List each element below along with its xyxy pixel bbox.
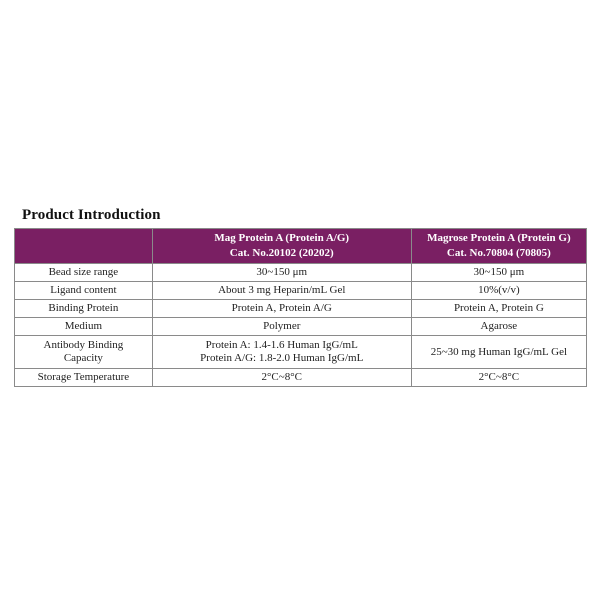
- table-row: [15, 264, 587, 282]
- header-magrose-name: Magrose Protein A (Protein G): [427, 232, 571, 244]
- mag-value-line1: Protein A: 1.4-1.6 Human IgG/mL: [205, 339, 358, 351]
- magrose-value: 30~150 μm: [411, 264, 586, 282]
- mag-value-line2: Protein A/G: 1.8-2.0 Human IgG/mL: [200, 352, 364, 364]
- section-title: Product Introduction: [22, 207, 161, 223]
- row-label: Storage Temperature: [15, 369, 153, 387]
- row-label: Bead size range: [15, 264, 153, 282]
- header-magrose-catalog: Cat. No.70804 (70805): [446, 247, 551, 259]
- header-magrose-protein: [411, 229, 586, 264]
- magrose-value: 25~30 mg Human IgG/mL Gel: [411, 336, 586, 369]
- row-label: [15, 336, 153, 369]
- table-header-row: [15, 229, 587, 264]
- row-label-line2: Capacity: [63, 352, 103, 364]
- table-row: [15, 318, 587, 336]
- header-mag-catalog: Cat. No.20102 (20202): [229, 247, 334, 259]
- row-label-line1: Antibody Binding: [43, 339, 124, 351]
- header-mag-name: Mag Protein A (Protein A/G): [214, 232, 350, 244]
- mag-value: Polymer: [152, 318, 411, 336]
- magrose-value: 2°C~8°C: [411, 369, 586, 387]
- magrose-value: 10%(v/v): [411, 282, 586, 300]
- product-table: [14, 228, 587, 387]
- table-row: [15, 300, 587, 318]
- header-mag-protein: [152, 229, 411, 264]
- mag-value: Protein A, Protein A/G: [152, 300, 411, 318]
- row-label: Binding Protein: [15, 300, 153, 318]
- table-row: [15, 282, 587, 300]
- mag-value: About 3 mg Heparin/mL Gel: [152, 282, 411, 300]
- row-label: Ligand content: [15, 282, 153, 300]
- magrose-value: Agarose: [411, 318, 586, 336]
- mag-value: [152, 336, 411, 369]
- table-row: [15, 369, 587, 387]
- row-label: Medium: [15, 318, 153, 336]
- header-empty-cell: [15, 229, 153, 264]
- mag-value: 30~150 μm: [152, 264, 411, 282]
- mag-value: 2°C~8°C: [152, 369, 411, 387]
- magrose-value: Protein A, Protein G: [411, 300, 586, 318]
- table-row: [15, 336, 587, 369]
